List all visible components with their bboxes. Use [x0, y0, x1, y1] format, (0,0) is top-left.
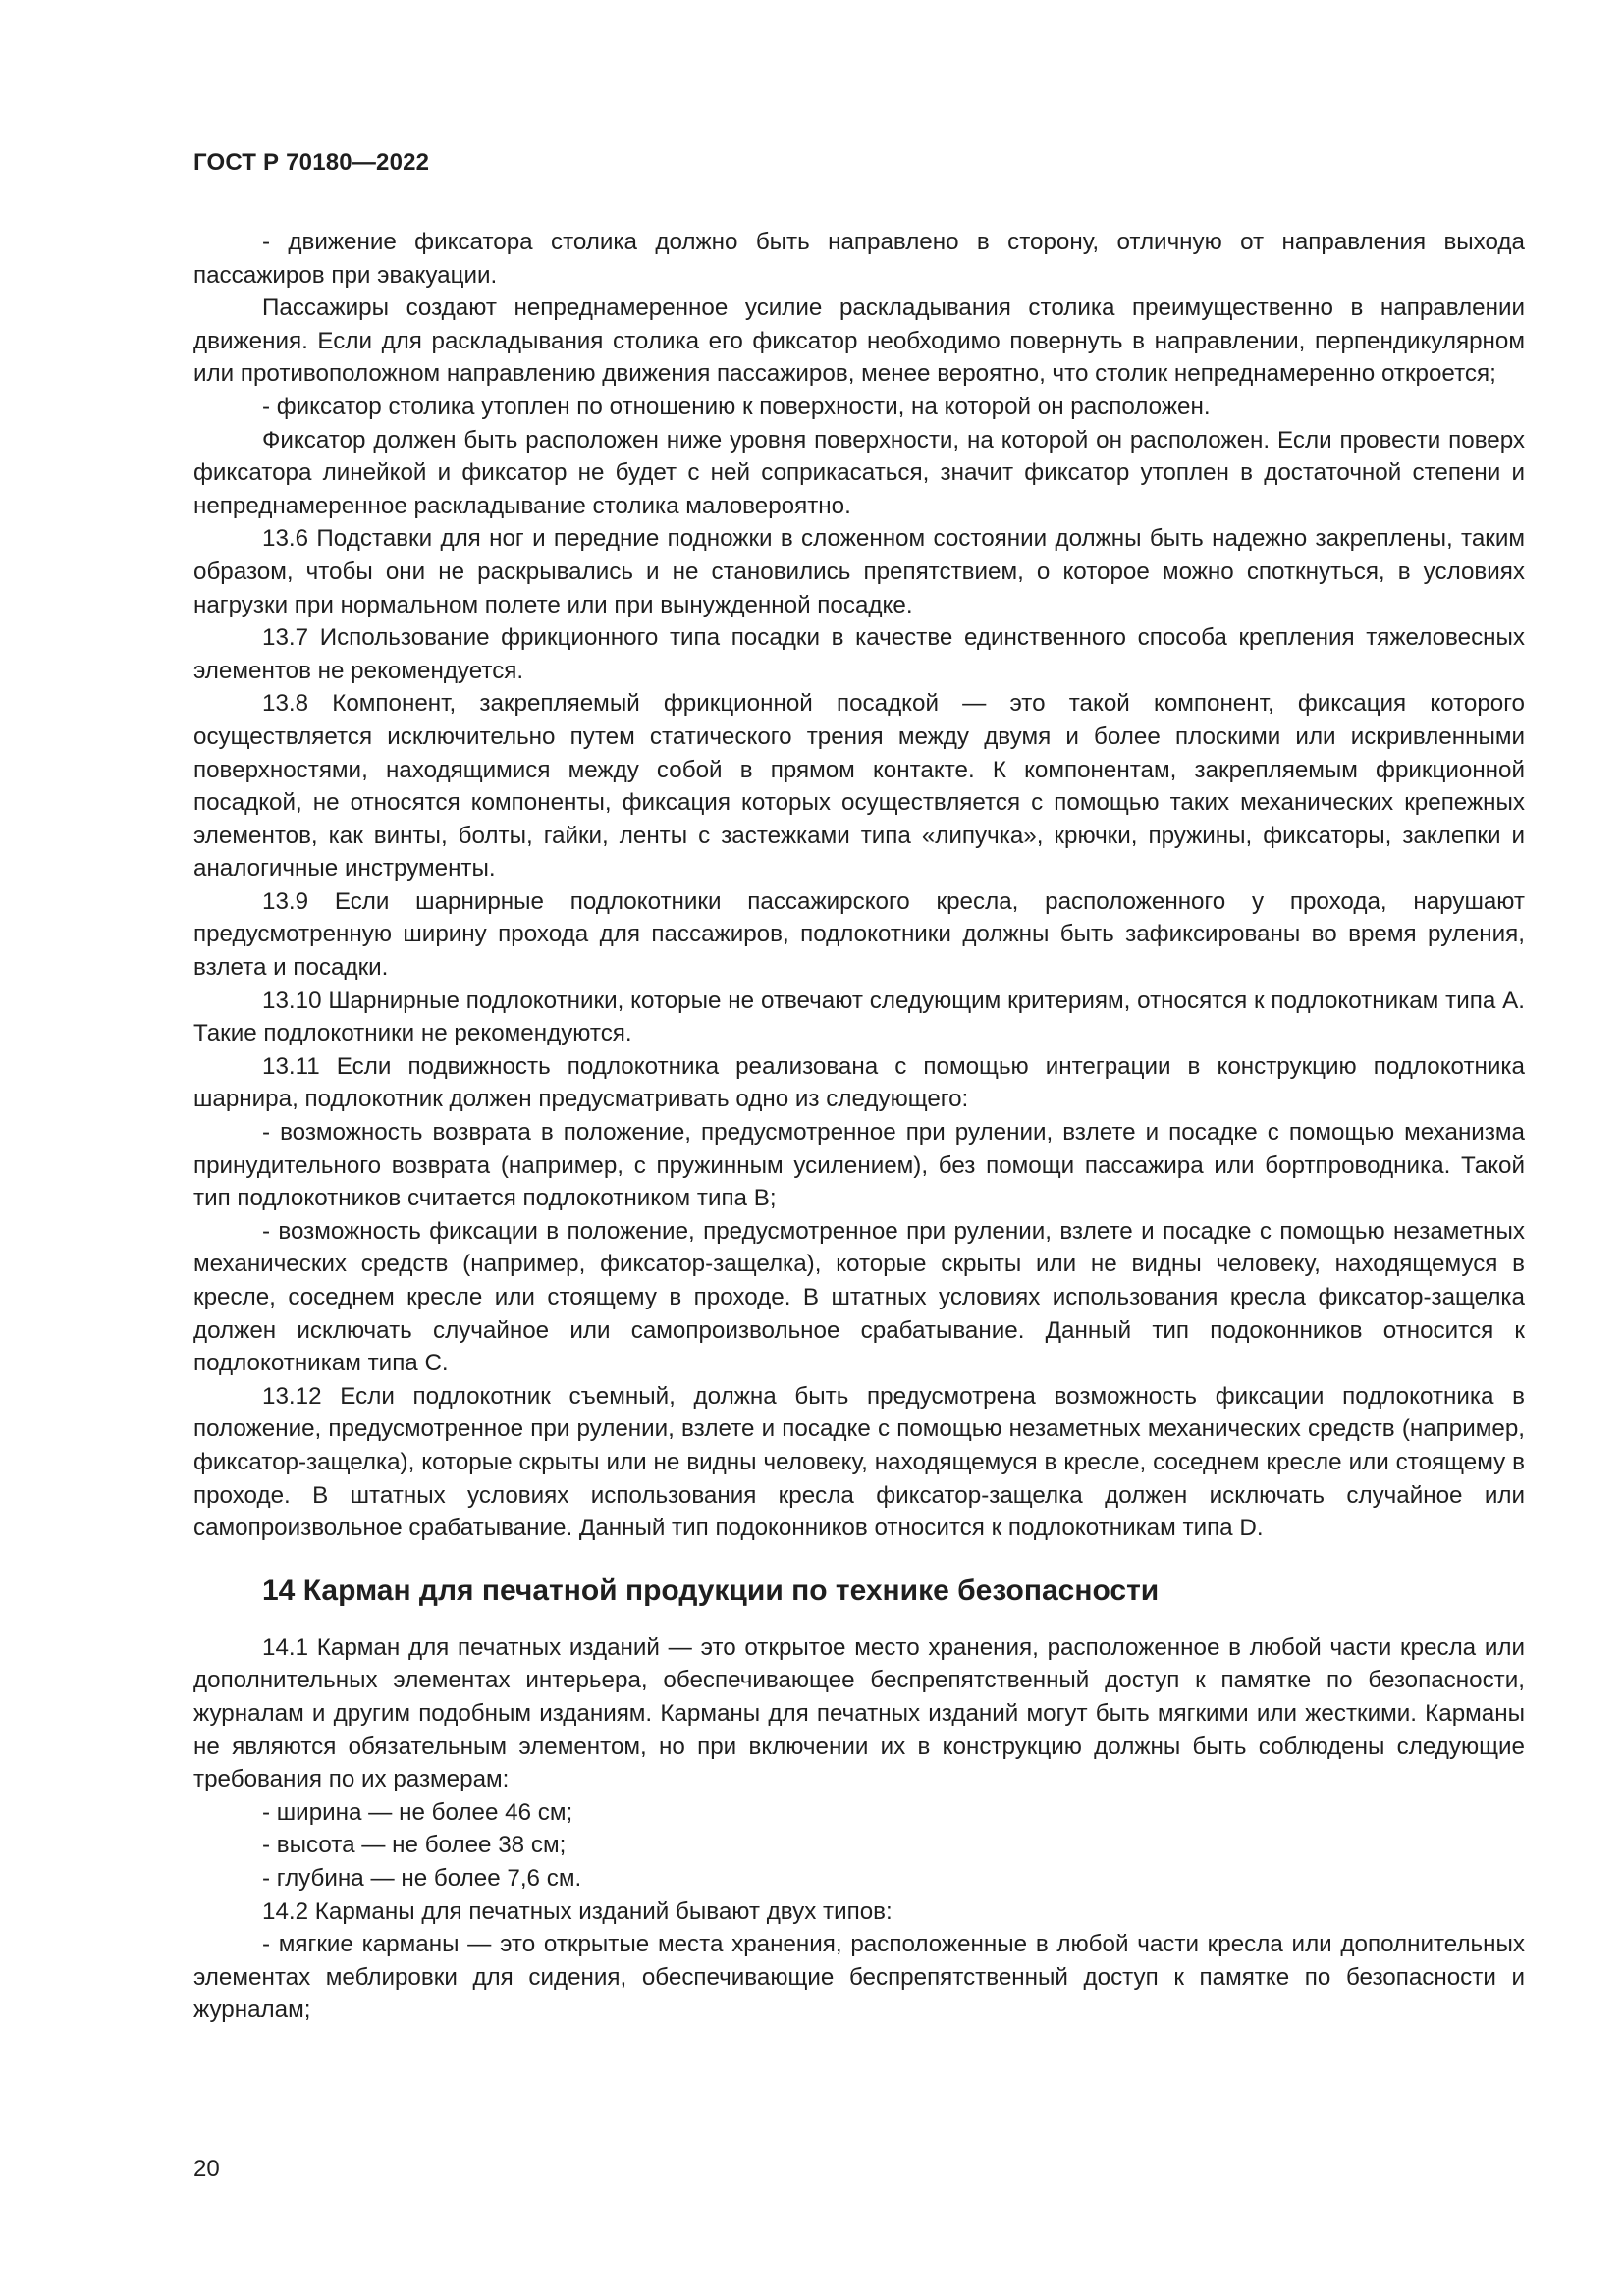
- paragraph: - движение фиксатора столика должно быть направлено в сторону, отличную от направления выхода пассажиров при эвакуации.: [193, 229, 1525, 289]
- paragraph: 13.8 Компонент, закрепляемый фрикционной посадкой — это такой компонент, фиксация которого осуществляется исключительно путем статического трения между двумя и более плоскими или искривленными поверхностями, находящимися между собой в прямом контакте. К компонентам, закрепляемым фрикционной посадкой, не относятся компоненты, фиксация которых осуществляется с помощью таких механических крепежных элементов, как винты, болты, гайки, ленты с застежками типа «липучка», крючки, пружины, фиксаторы, заклепки и аналогичные инструменты.: [193, 690, 1525, 882]
- paragraph: Фиксатор должен быть расположен ниже уровня поверхности, на которой он расположен. Если провести поверх фиксатора линейкой и фиксатор не будет с ней соприкасаться, значит фиксатор утоплен в достаточной степени и непреднамеренное раскладывание столика маловероятно.: [193, 426, 1525, 519]
- paragraph: - возможность фиксации в положение, предусмотренное при рулении, взлете и посадке с помощью незаметных механических средств (например, фиксатор-защелка), которые скрыты или не видны человеку, находящемуся в кресле, соседнем кресле или стоящему в проходе. В штатных условиях использования кресла фиксатор-защелка должен исключать случайное или самопроизвольное срабатывание. Данный тип подоконников относится к подлокотникам типа С.: [193, 1217, 1525, 1377]
- paragraph: 13.12 Если подлокотник съемный, должна быть предусмотрена возможность фиксации подлокотника в положение, предусмотренное при рулении, взлете и посадке с помощью незаметных механических средств (например, фиксатор-защелка), которые скрыты или не видны человеку, находящемуся в кресле, соседнем кресле или стоящему в проходе. В штатных условиях использования кресла фиксатор-защелка должен исключать случайное или самопроизвольное срабатывание. Данный тип подоконников относится к подлокотникам типа D.: [193, 1382, 1525, 1542]
- paragraph: Пассажиры создают непреднамеренное усилие раскладывания столика преимущественно в направлении движения. Если для раскладывания столика его фиксатор необходимо повернуть в направлении, перпендикулярном или противоположном направлению движения пассажиров, менее вероятно, что столик непреднамеренно откроется;: [193, 294, 1525, 388]
- paragraph: - возможность возврата в положение, предусмотренное при рулении, взлете и посадке с помощью механизма принудительного возврата (например, с пружинным усилением), без помощи пассажира или бортпроводника. Такой тип подлокотников считается подлокотником типа В;: [193, 1119, 1525, 1212]
- page-number: 20: [193, 2156, 220, 2182]
- paragraph: 13.10 Шарнирные подлокотники, которые не отвечают следующим критериям, относятся к подлокотникам типа А. Такие подлокотники не рекомендуются.: [193, 987, 1525, 1047]
- section-heading: 14 Карман для печатной продукции по технике безопасности: [262, 1574, 1160, 1607]
- paragraph: 13.6 Подставки для ног и передние подножки в сложенном состоянии должны быть надежно закреплены, таким образом, чтобы они не раскрывались и не становились препятствием, о которое можно споткнуться, в условиях нагрузки при нормальном полете или при вынужденной посадке.: [193, 525, 1525, 618]
- paragraph: 14.2 Карманы для печатных изданий бывают двух типов:: [262, 1897, 893, 1925]
- paragraph: 13.7 Использование фрикционного типа посадки в качестве единственного способа крепления тяжеловесных элементов не рекомендуется.: [193, 624, 1525, 684]
- document-header: ГОСТ Р 70180—2022: [193, 149, 430, 176]
- body-text: [193, 226, 1525, 2027]
- paragraph: 13.9 Если шарнирные подлокотники пассажирского кресла, расположенного у прохода, нарушают предусмотренную ширину прохода для пассажиров, подлокотники должны быть зафиксированы во время руления, взлета и посадки.: [193, 887, 1525, 982]
- list-item: - мягкие карманы — это открытые места хранения, расположенные в любой части кресла или дополнительных элементах меблировки для сидения, обеспечивающие беспрепятственный доступ к памятке по безопасности и журналам;: [193, 1931, 1525, 2024]
- list-item: - ширина — не более 46 см;: [262, 1798, 573, 1826]
- paragraph: - фиксатор столика утоплен по отношению к поверхности, на которой он расположен.: [262, 393, 1211, 420]
- list-item: - высота — не более 38 см;: [262, 1832, 567, 1859]
- paragraph: 13.11 Если подвижность подлокотника реализована с помощью интеграции в конструкцию подлокотника шарнира, подлокотник должен предусматривать одно из следующего:: [193, 1052, 1525, 1113]
- list-item: - глубина — не более 7,6 см.: [262, 1864, 582, 1892]
- paragraph: 14.1 Карман для печатных изданий — это открытое место хранения, расположенное в любой части кресла или дополнительных элементах интерьера, обеспечивающее беспрепятственный доступ к памятке по безопасности, журналам и другим подобным изданиям. Карманы для печатных изданий могут быть мягкими или жесткими. Карманы не являются обязательным элементом, но при включении их в конструкцию должны быть соблюдены следующие требования по их размерам:: [193, 1633, 1525, 1793]
